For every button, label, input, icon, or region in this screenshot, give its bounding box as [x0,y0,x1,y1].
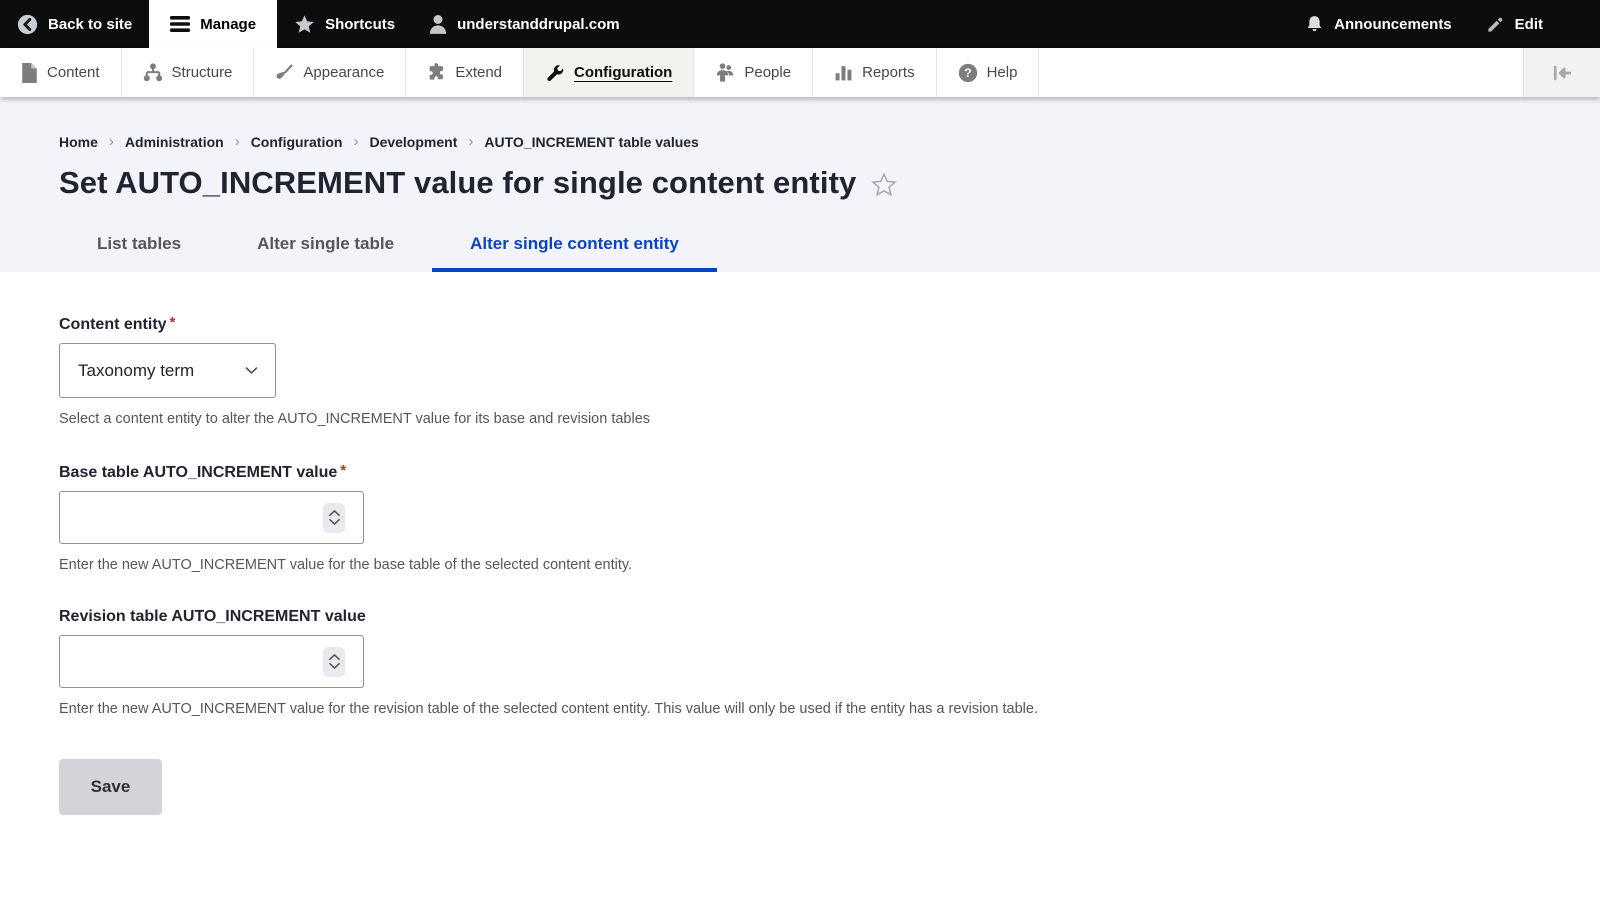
breadcrumb-separator: › [108,133,114,150]
base-table-field [59,462,1541,573]
toolbar-orientation-toggle[interactable] [1523,48,1600,97]
revision-table-field [59,608,1541,717]
edit-button[interactable] [1469,0,1560,48]
content-entity-label-text: Content entity [59,316,167,333]
help-icon [958,63,978,83]
manage-tab[interactable] [149,0,277,48]
collapse-left-icon [1551,64,1573,82]
breadcrumb-administration[interactable]: Administration [124,133,224,150]
chevron-down-icon [243,362,260,379]
toolbar-item-label: Help [986,64,1018,81]
star-icon [294,14,315,35]
content-entity-field [59,314,1541,427]
number-spinner-icon[interactable] [323,503,345,533]
back-to-site-label: Back to site [48,15,133,33]
account-button[interactable] [412,0,637,48]
toolbar-item-label: Content [47,64,100,81]
sitemap-icon [143,63,163,82]
toolbar-item-people[interactable] [694,48,813,97]
revision-table-label [59,608,366,625]
tab-alter-single-table[interactable]: Alter single table [257,234,395,253]
puzzle-icon [427,63,446,82]
content-entity-select[interactable] [59,343,276,398]
toolbar-item-label: Appearance [303,64,385,81]
save-button[interactable]: Save [59,759,162,815]
toolbar-item-reports[interactable] [813,48,937,97]
form-content [0,272,1600,815]
bar-chart-icon [834,63,853,82]
admin-bar [0,0,1600,48]
revision-table-label-text: Revision table AUTO_INCREMENT value [59,608,366,625]
base-table-input-wrap [59,491,364,544]
breadcrumb-development[interactable]: Development [369,133,458,150]
manage-label: Manage [200,15,257,33]
hamburger-icon [170,16,190,32]
paintbrush-icon [275,63,294,82]
pencil-icon [1486,15,1505,34]
user-icon [429,14,447,34]
breadcrumb-configuration[interactable]: Configuration [250,133,343,150]
toolbar-item-label: People [744,64,792,81]
toolbar-item-appearance[interactable] [254,48,406,97]
toolbar-item-extend[interactable] [406,48,524,97]
breadcrumb-separator: › [234,133,240,150]
tabs [59,234,1541,272]
content-entity-select-value: Taxonomy term [78,360,195,380]
admin-toolbar [0,48,1600,97]
revision-table-description: Enter the new AUTO_INCREMENT value for the revision table of the selected content entity. This value will only be used if the entity has a revision table. [59,701,1038,717]
breadcrumb-home[interactable]: Home [59,133,98,150]
toolbar-item-label: Extend [455,64,503,81]
required-marker: * [169,314,176,331]
bell-icon [1305,14,1324,34]
edit-label: Edit [1514,15,1543,33]
favorite-star-icon[interactable] [870,171,898,199]
wrench-icon [545,63,565,83]
shortcuts-button[interactable] [277,0,412,48]
account-label: understanddrupal.com [457,15,620,33]
content-entity-label [59,316,175,333]
back-to-site-button[interactable] [0,0,149,48]
file-icon [21,63,38,83]
page-title: Set AUTO_INCREMENT value for single content entity [59,165,857,200]
content-entity-description: Select a content entity to alter the AUTO_INCREMENT value for its base and revision tables [59,411,651,427]
revision-table-input-wrap [59,635,364,688]
number-spinner-icon[interactable] [323,647,345,677]
admin-bar-left [0,0,637,48]
toolbar-item-help[interactable] [937,48,1040,97]
toolbar-item-configuration[interactable] [524,48,694,97]
page-header [0,97,1600,272]
tab-alter-single-content-entity[interactable]: Alter single content entity [432,234,717,272]
toolbar-item-label: Configuration [574,64,673,81]
revision-table-input[interactable] [59,635,364,688]
back-circle-icon [17,14,38,35]
breadcrumb [59,133,1541,150]
breadcrumb-separator: › [468,133,474,150]
people-icon [715,63,735,82]
breadcrumb-current-page: AUTO_INCREMENT table values [484,133,699,150]
base-table-description: Enter the new AUTO_INCREMENT value for the base table of the selected content entity. [59,557,633,573]
announcements-button[interactable] [1288,0,1469,48]
admin-bar-right [1288,0,1600,48]
base-table-label [59,464,346,481]
toolbar-item-content[interactable] [0,48,122,97]
toolbar-item-label: Reports [862,64,915,81]
title-row [59,165,1541,201]
shortcuts-label: Shortcuts [325,15,396,33]
base-table-label-text: Base table AUTO_INCREMENT value [59,464,338,481]
base-table-input[interactable] [59,491,364,544]
tab-list-tables[interactable]: List tables [97,234,182,253]
toolbar-item-structure[interactable] [122,48,255,97]
breadcrumb-separator: › [353,133,359,150]
announcements-label: Announcements [1334,15,1452,33]
svg-text:?: ? [963,65,972,80]
toolbar-spacer [1039,48,1523,97]
toolbar-item-label: Structure [171,64,233,81]
required-marker: * [340,462,347,479]
